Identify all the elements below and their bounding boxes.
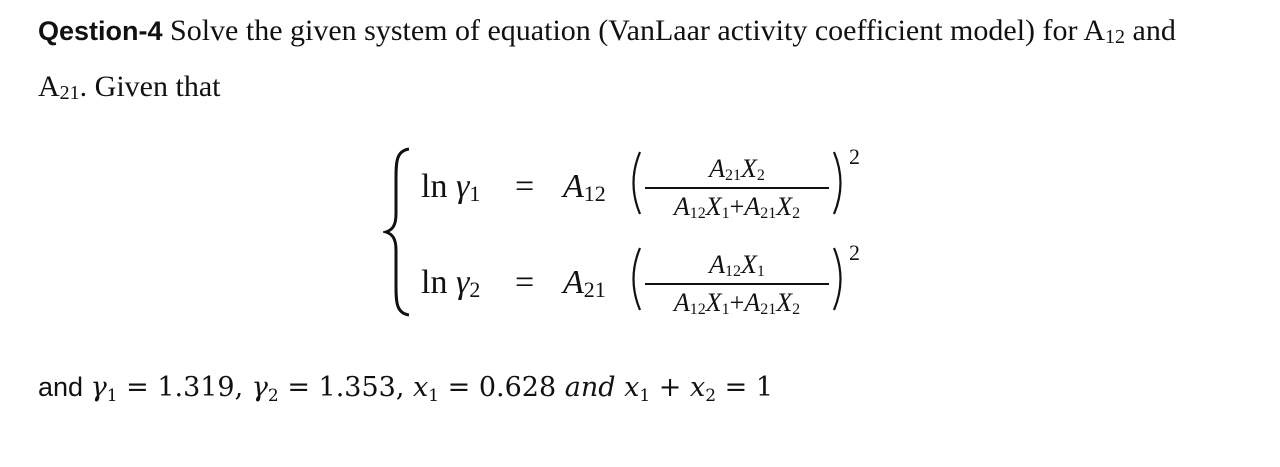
equation-1-equals: =	[515, 168, 535, 205]
given-math: γ1 = 1.319, γ2 = 1.353, x1 = 0.628 and x1 + x2 = 1	[90, 372, 773, 406]
equation-2-exponent: 2	[849, 240, 860, 265]
equation-1-coefficient: A12	[563, 168, 606, 206]
equation-1-denominator: A12X1+A21X2	[673, 192, 801, 222]
given-and-word: and	[38, 372, 84, 402]
equation-1-exponent: 2	[849, 144, 860, 169]
given-values-line	[38, 370, 773, 404]
question-label: Qestion-4	[38, 16, 163, 46]
fraction-bar	[645, 283, 829, 285]
equation-system	[383, 140, 883, 325]
equation-2-lhs: ln γ2	[421, 264, 481, 302]
equation-2-denominator: A12X1+A21X2	[673, 288, 801, 318]
equation-2-fraction	[645, 250, 829, 318]
question-sub-12: 12	[1105, 26, 1126, 48]
equation-2-coefficient: A21	[563, 264, 606, 302]
left-brace	[383, 146, 413, 318]
question-a21-letter: A	[38, 70, 60, 103]
equation-1-numerator: A21X2	[709, 154, 765, 184]
question-text: Solve the given system of equation (VanLaar activity coefficient model) for A	[170, 14, 1106, 47]
question-line-2	[38, 70, 220, 104]
right-paren	[831, 246, 849, 312]
question-and: and	[1132, 14, 1176, 47]
fraction-bar	[645, 187, 829, 189]
question-given-that: . Given that	[79, 70, 221, 103]
equation-1-lhs: ln γ1	[421, 168, 481, 206]
equation-1-fraction	[645, 154, 829, 222]
left-paren	[625, 246, 643, 312]
question-sub-21: 21	[59, 82, 80, 104]
equation-2-equals: =	[515, 264, 535, 301]
right-paren	[831, 150, 849, 216]
question-line-1	[38, 14, 1176, 48]
equation-2-numerator: A12X1	[709, 250, 765, 280]
left-paren	[625, 150, 643, 216]
